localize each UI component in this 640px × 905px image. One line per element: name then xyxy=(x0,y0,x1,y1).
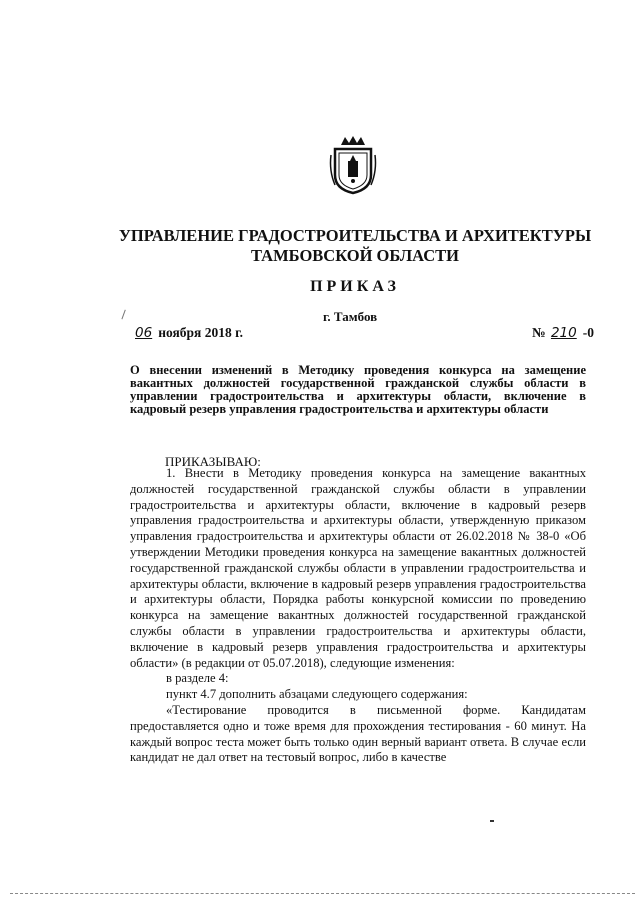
document-number xyxy=(532,325,594,341)
order-subject: О внесении изменений в Методику проведения конкурса на замещение вакантных должностей государственной гражданской службы области в управлении градостроительства и архитектуры области, включение в кадровый резерв управления градостроительства и архитектуры области xyxy=(130,363,586,416)
quoted-amendment: «Тестирование проводится в письменной форме. Кандидатам предоставляется одно и тоже время для прохождения тестирования - 60 минут. На каждый вопрос теста может быть только один верный вариант ответа. В случае если кандидат не дал ответ на тестовый вопрос, либо в качестве xyxy=(130,702,586,765)
document-date xyxy=(133,325,243,341)
order-body xyxy=(130,466,586,766)
city-label: г. Тамбов xyxy=(323,309,378,324)
item-line: пункт 4.7 дополнить абзацами следующего содержания: xyxy=(166,687,468,702)
organization-name xyxy=(90,226,620,266)
paragraph-1: 1. Внести в Методику проведения конкурса на замещение вакантных должностей государственной гражданской службы области в управлении градостроительства и архитектуры области, включение в кадровый резерв управления градостроительства и архитектуры области, утвержденную приказом управления градостроительства и архитектуры области от 26.02.2018 № 38-0 «Об утверждении Методики проведения конкурса на замещение вакантных должностей государственной гражданской службы области в управлении градостроительства и архитектуры области, включение в кадровый резерв управления градостроительства и архитектуры области, Порядка работы конкурсной комиссии по проведению конкурса на замещение вакантных должностей государственной гражданской службы области в управлении градостроительства и архитектуры области, включение в кадровый резерв управления градостроительства и архитектуры области» (в редакции от 05.07.2018), следующие изменения: xyxy=(130,466,586,670)
date-month-year: ноября 2018 г. xyxy=(158,325,244,340)
handwritten-day: 06 xyxy=(135,325,153,341)
order-lead-word: ПРИКАЗЫВАЮ: xyxy=(165,454,261,469)
coat-of-arms-emblem xyxy=(327,135,379,195)
scan-bottom-edge xyxy=(10,893,635,895)
org-line-2: ТАМБОВСКОЙ ОБЛАСТИ xyxy=(250,246,460,265)
org-line-1: УПРАВЛЕНИЕ ГРАДОСТРОИТЕЛЬСТВА И АРХИТЕКТУРЫ xyxy=(118,226,592,245)
document-type-title: ПРИКАЗ xyxy=(310,278,400,295)
section-line: в разделе 4: xyxy=(166,671,229,686)
stray-pen-mark xyxy=(121,310,128,321)
number-sign: № xyxy=(532,325,546,340)
number-suffix: -0 xyxy=(582,325,594,340)
speck-mark xyxy=(490,820,494,822)
handwritten-number: 210 xyxy=(550,325,577,341)
